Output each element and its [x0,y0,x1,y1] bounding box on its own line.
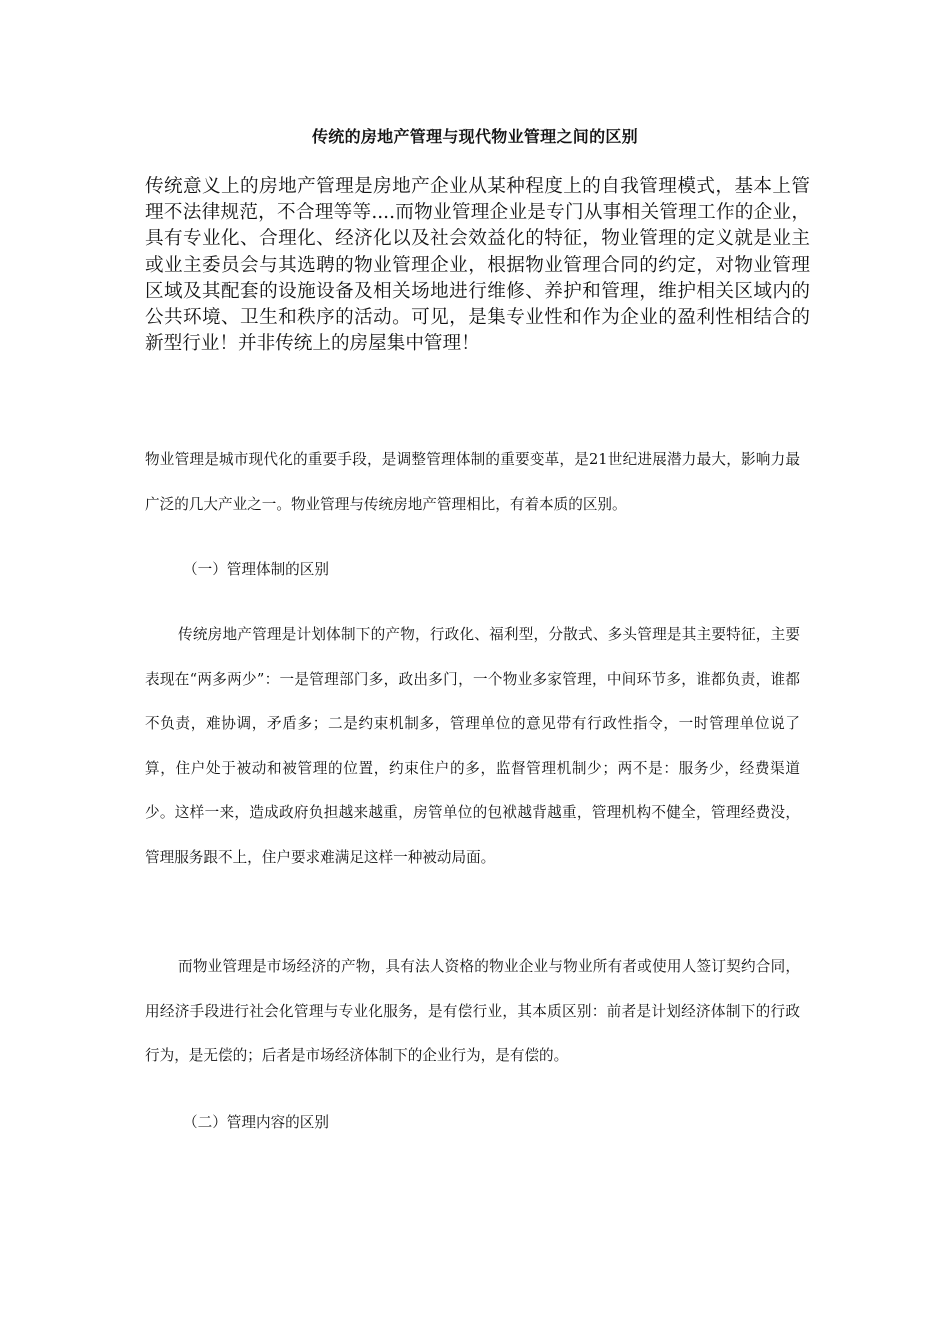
intro-paragraph: 传统意义上的房地产管理是房地产企业从某种程度上的自我管理模式，基本上管理不法律规范，不合理等等....而物业管理企业是专门从事相关管理工作的企业，具有专业化、合理化、经济化以及社会效益化的特征，物业管理的定义就是业主或业主委员会与其选聘的物业管理企业，根据物业管理合同的约定，对物业管理区域及其配套的设施设备及相关场地进行维修、养护和管理，维护相关区域内的公共环境、卫生和秩序的活动。可见，是集专业性和作为企业的盈利性相结合的新型行业！并非传统上的房屋集中管理！ [145,176,810,355]
body-paragraph-3: 而物业管理是市场经济的产物，具有法人资格的物业企业与物业所有者或使用人签订契约合同，用经济手段进行社会化管理与专业化服务，是有偿行业，其本质区别：前者是计划经济体制下的行政行为，是无偿的；后者是市场经济体制下的企业行为，是有偿的。 [145,958,800,1065]
section-heading-2: （二）管理内容的区别 [183,1114,329,1131]
body-paragraph-1: 物业管理是城市现代化的重要手段，是调整管理体制的重要变革，是21世纪进展潜力最大，影响力最广泛的几大产业之一。物业管理与传统房地产管理相比，有着本质的区别。 [145,451,800,513]
body-paragraph-2: 传统房地产管理是计划体制下的产物，行政化、福利型，分散式、多头管理是其主要特征，主要表现在“两多两少”：一是管理部门多，政出多门，一个物业多家管理，中间环节多，谁都负责，谁都不负责，难协调，矛盾多；二是约束机制多，管理单位的意见带有行政性指令，一时管理单位说了算，住户处于被动和被管理的位置，约束住户的多，监督管理机制少；两不是：服务少，经费渠道少。这样一来，造成政府负担越来越重，房管单位的包袱越背越重，管理机构不健全，管理经费没，管理服务跟不上，住户要求难满足这样一种被动局面。 [145,626,800,866]
section-heading-1: （一）管理体制的区别 [183,561,329,578]
document-title: 传统的房地产管理与现代物业管理之间的区别 [311,127,638,146]
